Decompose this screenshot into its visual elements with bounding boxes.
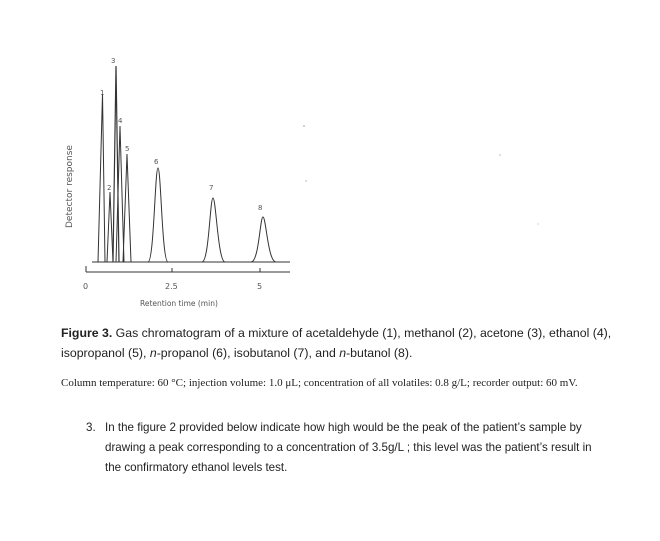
figure-caption [61,323,621,363]
peak-3 [113,66,119,262]
peak-label-4: 4 [118,117,123,125]
caption-italic-n-1: n [149,346,157,360]
caption-part-1: Gas chromatogram of a mixture of acetaldehyde (1), methanol (2), acetone (3), ethanol (4), isopropanol (5), [61,326,612,360]
y-axis-label: Detector response [65,145,75,228]
peak-1 [98,94,105,262]
peak-5 [123,154,131,262]
column-conditions: Column temperature: 60 °C; injection volume: 1.0 μL; concentration of all volatiles: 0.8 g/L; recorder output: 60 mV. [61,377,578,389]
peak-label-1: 1 [100,89,105,97]
peak-label-7: 7 [209,184,214,192]
peak-label-6: 6 [154,158,159,166]
peak-6 [148,168,168,262]
peak-7 [202,198,225,262]
scan-speck [303,125,305,127]
question-text: In the figure 2 provided below indicate how high would be the peak of the patient’s sample by drawing a peak corresponding to a concentration of 3.5g/L ; this level was the patient’s result in the confirmatory ethanol levels test. [105,421,592,474]
question-item [86,418,606,478]
figure-label: Figure 3. [61,326,113,340]
x-axis-label: Retention time (min) [140,299,218,308]
x-tick-label-2-5: 2.5 [165,282,178,291]
caption-italic-n-2: n [339,346,347,360]
peak-2 [107,192,113,262]
scan-speck [537,223,538,224]
peak-8 [251,217,276,262]
scan-speck [305,180,306,181]
peak-label-2: 2 [107,184,112,192]
peak-label-8: 8 [258,204,263,212]
caption-part-3: -butanol (8). [346,346,413,360]
peak-label-5: 5 [125,145,130,153]
question-number: 3. [86,421,96,434]
x-tick-label-0: 0 [83,282,89,291]
x-tick-label-5: 5 [257,282,263,291]
peak-label-3: 3 [111,57,116,65]
scan-speck [499,154,500,155]
caption-part-2: -propanol (6), isobutanol (7), and [156,346,340,360]
